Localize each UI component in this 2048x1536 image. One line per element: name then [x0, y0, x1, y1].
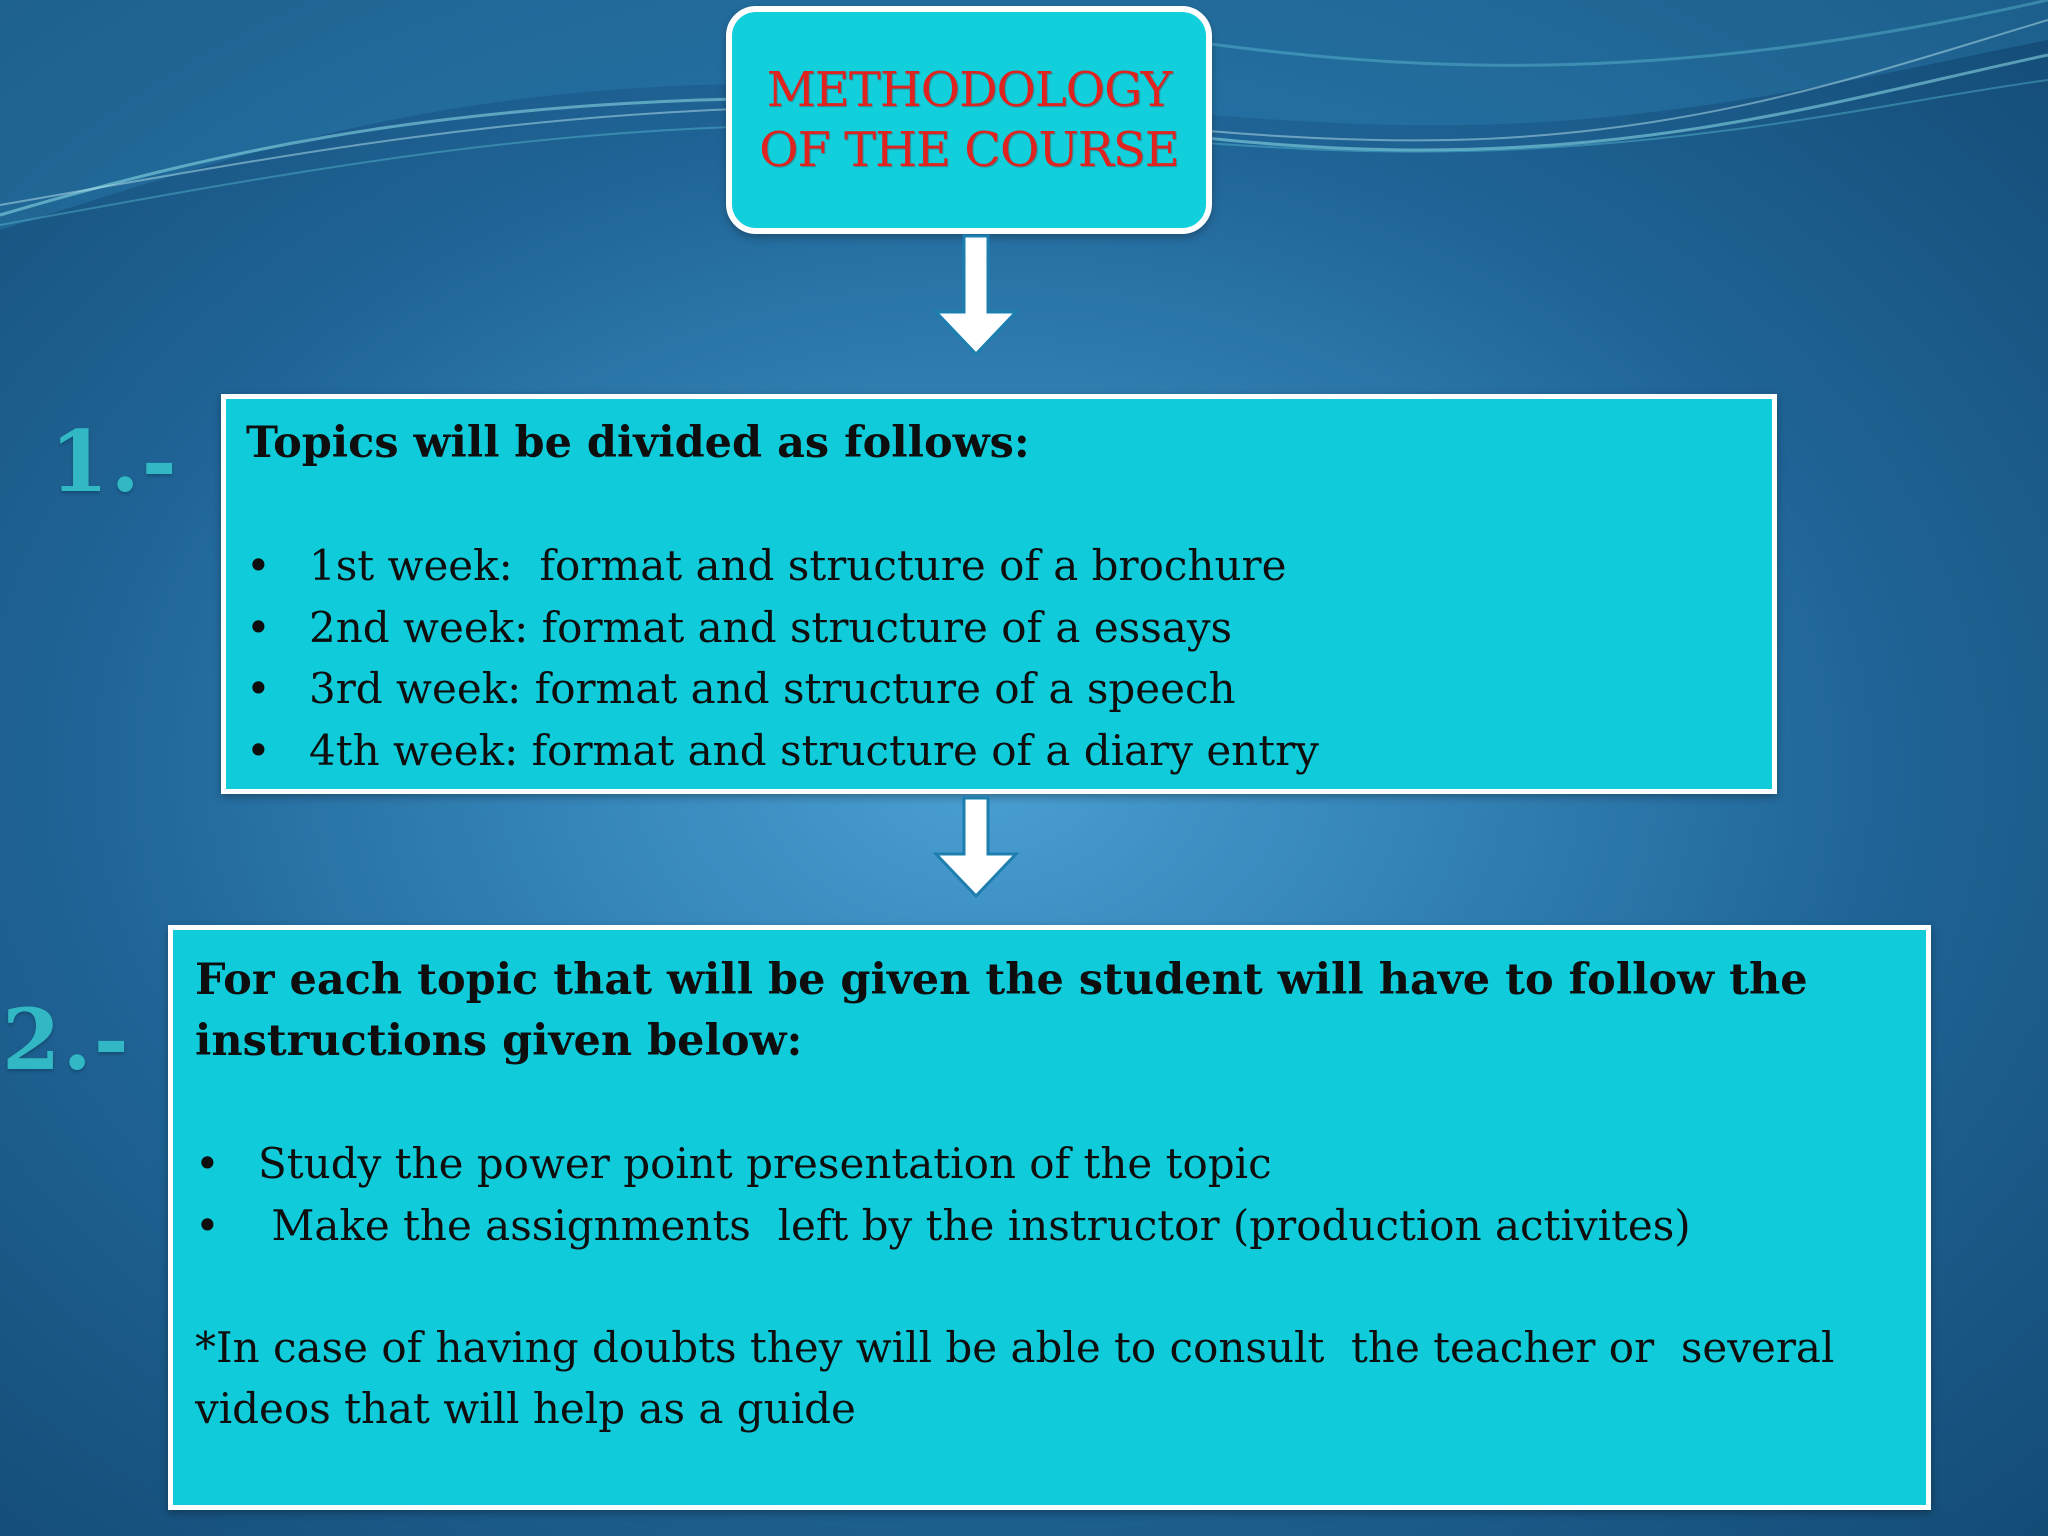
- list-item: [246, 535, 1752, 597]
- list-item: [246, 658, 1752, 720]
- topic-text: 1st week: format and structure of a brochure: [309, 541, 1287, 590]
- list-item: [195, 1195, 1906, 1257]
- step-number-1: 1.-: [50, 412, 179, 511]
- instruction-text: Study the power point presentation of the topic: [258, 1139, 1272, 1188]
- down-arrow-icon: [932, 796, 1020, 900]
- topic-text: 4th week: format and structure of a diary entry: [309, 725, 1319, 775]
- topic-text: 3rd week: format and structure of a speech: [309, 664, 1236, 713]
- bullet-icon: •: [246, 725, 271, 775]
- bullet-icon: •: [246, 664, 271, 713]
- bullet-icon: •: [195, 1200, 220, 1250]
- down-arrow-icon: [932, 234, 1020, 358]
- bullet-icon: •: [246, 602, 271, 652]
- instructions-heading: For each topic that will be given the student will have to follow the instructions given below:: [195, 955, 1808, 1066]
- topic-text: 2nd week: format and structure of a essays: [309, 602, 1233, 652]
- step-number-2: 2.-: [2, 990, 131, 1089]
- title-box: [726, 6, 1212, 234]
- list-item: [246, 597, 1752, 659]
- topics-heading: Topics will be divided as follows:: [246, 418, 1030, 468]
- list-item: [246, 720, 1752, 782]
- bullet-icon: •: [246, 541, 271, 590]
- doubts-note: *In case of having doubts they will be able to consult the teacher or several videos that will help as a guide: [195, 1323, 1848, 1433]
- title-line-2: OF THE COURSE: [759, 122, 1179, 178]
- topics-box: [221, 394, 1777, 794]
- bullet-icon: •: [195, 1139, 220, 1188]
- instructions-box: [168, 925, 1931, 1510]
- instructions-list: [195, 1133, 1906, 1256]
- topics-list: [246, 535, 1752, 781]
- title-line-1: METHODOLOGY: [766, 62, 1172, 118]
- list-item: [195, 1133, 1906, 1195]
- instruction-text: Make the assignments left by the instructor (production activites): [258, 1200, 1691, 1250]
